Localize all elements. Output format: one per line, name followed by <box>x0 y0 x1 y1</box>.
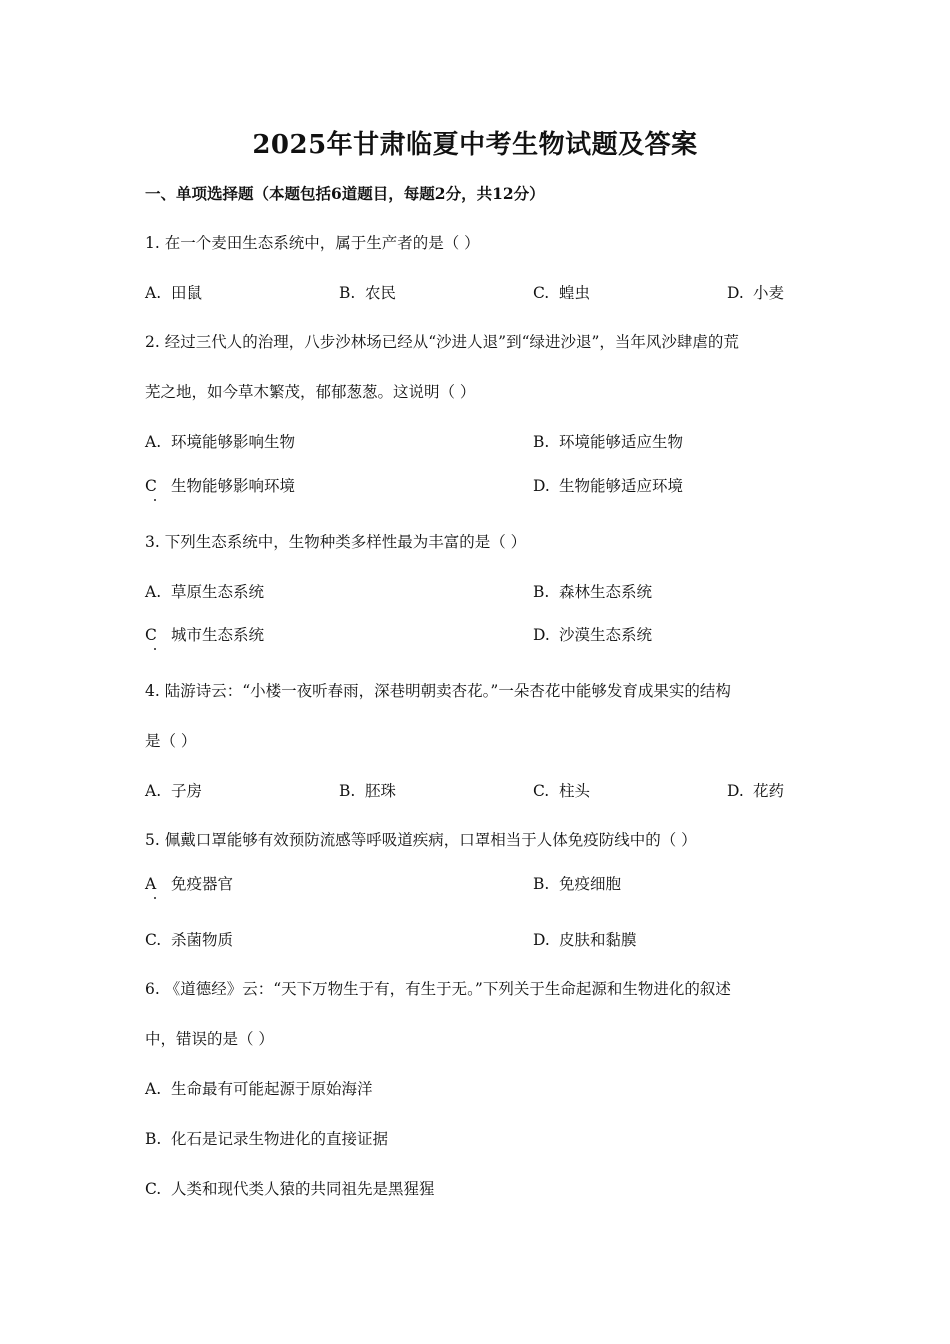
page-title: 2025年甘肃临夏中考生物试题及答案 <box>252 130 698 160</box>
option-text: 草原生态系统 <box>171 583 265 601</box>
q4-option-c[interactable] <box>533 779 590 801</box>
q2-option-d[interactable] <box>533 474 683 496</box>
option-label: A. <box>145 433 162 451</box>
q6-option-c[interactable] <box>145 1177 435 1199</box>
q2-option-c[interactable] <box>145 474 295 496</box>
option-text: 子房 <box>171 782 203 800</box>
q6-option-a[interactable] <box>145 1077 373 1099</box>
option-label: C <box>145 626 157 644</box>
option-label: A. <box>145 782 162 800</box>
option-label: C. <box>533 782 550 800</box>
option-label: D. <box>727 284 744 302</box>
option-label: C. <box>533 284 550 302</box>
option-text: 森林生态系统 <box>559 583 653 601</box>
option-label: C. <box>145 931 162 949</box>
q3-option-a[interactable] <box>145 580 264 602</box>
question-6-stem-line-1: 6. 《道德经》云：“天下万物生于有，有生于无。”下列关于生命起源和生物进化的叙述 <box>145 980 731 998</box>
option-label: A. <box>145 583 162 601</box>
q6-option-b[interactable] <box>145 1127 388 1149</box>
option-label: D. <box>533 626 550 644</box>
question-4-stem-line-1: 4. 陆游诗云：“小楼一夜听春雨，深巷明朝卖杏花。”一朵杏花中能够发育成果实的结构 <box>145 682 731 700</box>
option-text: 杀菌物质 <box>171 931 234 949</box>
q3-option-d[interactable] <box>533 623 652 645</box>
option-text: 城市生态系统 <box>171 626 265 644</box>
option-text: 小麦 <box>753 284 785 302</box>
q2-option-b[interactable] <box>533 430 683 452</box>
option-text: 生命最有可能起源于原始海洋 <box>171 1080 373 1098</box>
stray-dot <box>154 897 156 899</box>
option-text: 环境能够影响生物 <box>171 433 296 451</box>
q1-option-b[interactable] <box>339 281 396 303</box>
option-text: 花药 <box>753 782 785 800</box>
question-2-stem-line-2: 芜之地，如今草木繁茂，郁郁葱葱。这说明（ ） <box>145 383 476 401</box>
option-text: 免疫细胞 <box>559 875 622 893</box>
option-label: D. <box>533 931 550 949</box>
option-text: 生物能够适应环境 <box>559 477 684 495</box>
q3-option-b[interactable] <box>533 580 652 602</box>
option-text: 胚珠 <box>365 782 397 800</box>
q5-option-c[interactable] <box>145 928 233 950</box>
option-label: A <box>145 875 157 893</box>
option-text: 化石是记录生物进化的直接证据 <box>171 1130 389 1148</box>
option-label: D. <box>727 782 744 800</box>
option-label: C. <box>145 1180 162 1198</box>
option-text: 免疫器官 <box>171 875 234 893</box>
option-label: B. <box>339 284 356 302</box>
q1-option-c[interactable] <box>533 281 590 303</box>
option-label: B. <box>533 583 550 601</box>
option-label: B. <box>145 1130 162 1148</box>
option-text: 柱头 <box>559 782 591 800</box>
option-label: A. <box>145 284 162 302</box>
option-label: C <box>145 477 157 495</box>
option-label: A. <box>145 1080 162 1098</box>
option-text: 田鼠 <box>171 284 203 302</box>
q5-option-a[interactable] <box>145 872 233 894</box>
q1-option-d[interactable] <box>727 281 784 303</box>
q4-option-b[interactable] <box>339 779 396 801</box>
q4-option-d[interactable] <box>727 779 784 801</box>
question-5-stem: 5. 佩戴口罩能够有效预防流感等呼吸道疾病，口罩相当于人体免疫防线中的（ ） <box>145 831 697 849</box>
question-4-stem-line-2: 是（ ） <box>145 732 197 750</box>
q2-option-a[interactable] <box>145 430 295 452</box>
question-2-stem-line-1: 2. 经过三代人的治理，八步沙林场已经从“沙进人退”到“绿进沙退”，当年风沙肆虐的荒 <box>145 333 739 351</box>
question-6-stem-line-2: 中，错误的是（ ） <box>145 1030 274 1048</box>
option-label: D. <box>533 477 550 495</box>
option-label: B. <box>533 433 550 451</box>
option-text: 环境能够适应生物 <box>559 433 684 451</box>
option-text: 蝗虫 <box>559 284 591 302</box>
option-text: 人类和现代类人猿的共同祖先是黑猩猩 <box>171 1180 435 1198</box>
option-label: B. <box>339 782 356 800</box>
q4-option-a[interactable] <box>145 779 202 801</box>
q5-option-b[interactable] <box>533 872 621 894</box>
option-text: 皮肤和黏膜 <box>559 931 637 949</box>
question-1-stem: 1. 在一个麦田生态系统中，属于生产者的是（ ） <box>145 234 480 252</box>
stray-dot <box>154 648 156 650</box>
option-text: 沙漠生态系统 <box>559 626 653 644</box>
stray-dot <box>154 499 156 501</box>
q1-option-a[interactable] <box>145 281 202 303</box>
option-label: B. <box>533 875 550 893</box>
question-3-stem: 3. 下列生态系统中，生物种类多样性最为丰富的是（ ） <box>145 533 527 551</box>
option-text: 生物能够影响环境 <box>171 477 296 495</box>
q3-option-c[interactable] <box>145 623 264 645</box>
q5-option-d[interactable] <box>533 928 637 950</box>
section-heading: 一、单项选择题（本题包括6道题目，每题2分，共12分） <box>145 184 545 203</box>
option-text: 农民 <box>365 284 397 302</box>
